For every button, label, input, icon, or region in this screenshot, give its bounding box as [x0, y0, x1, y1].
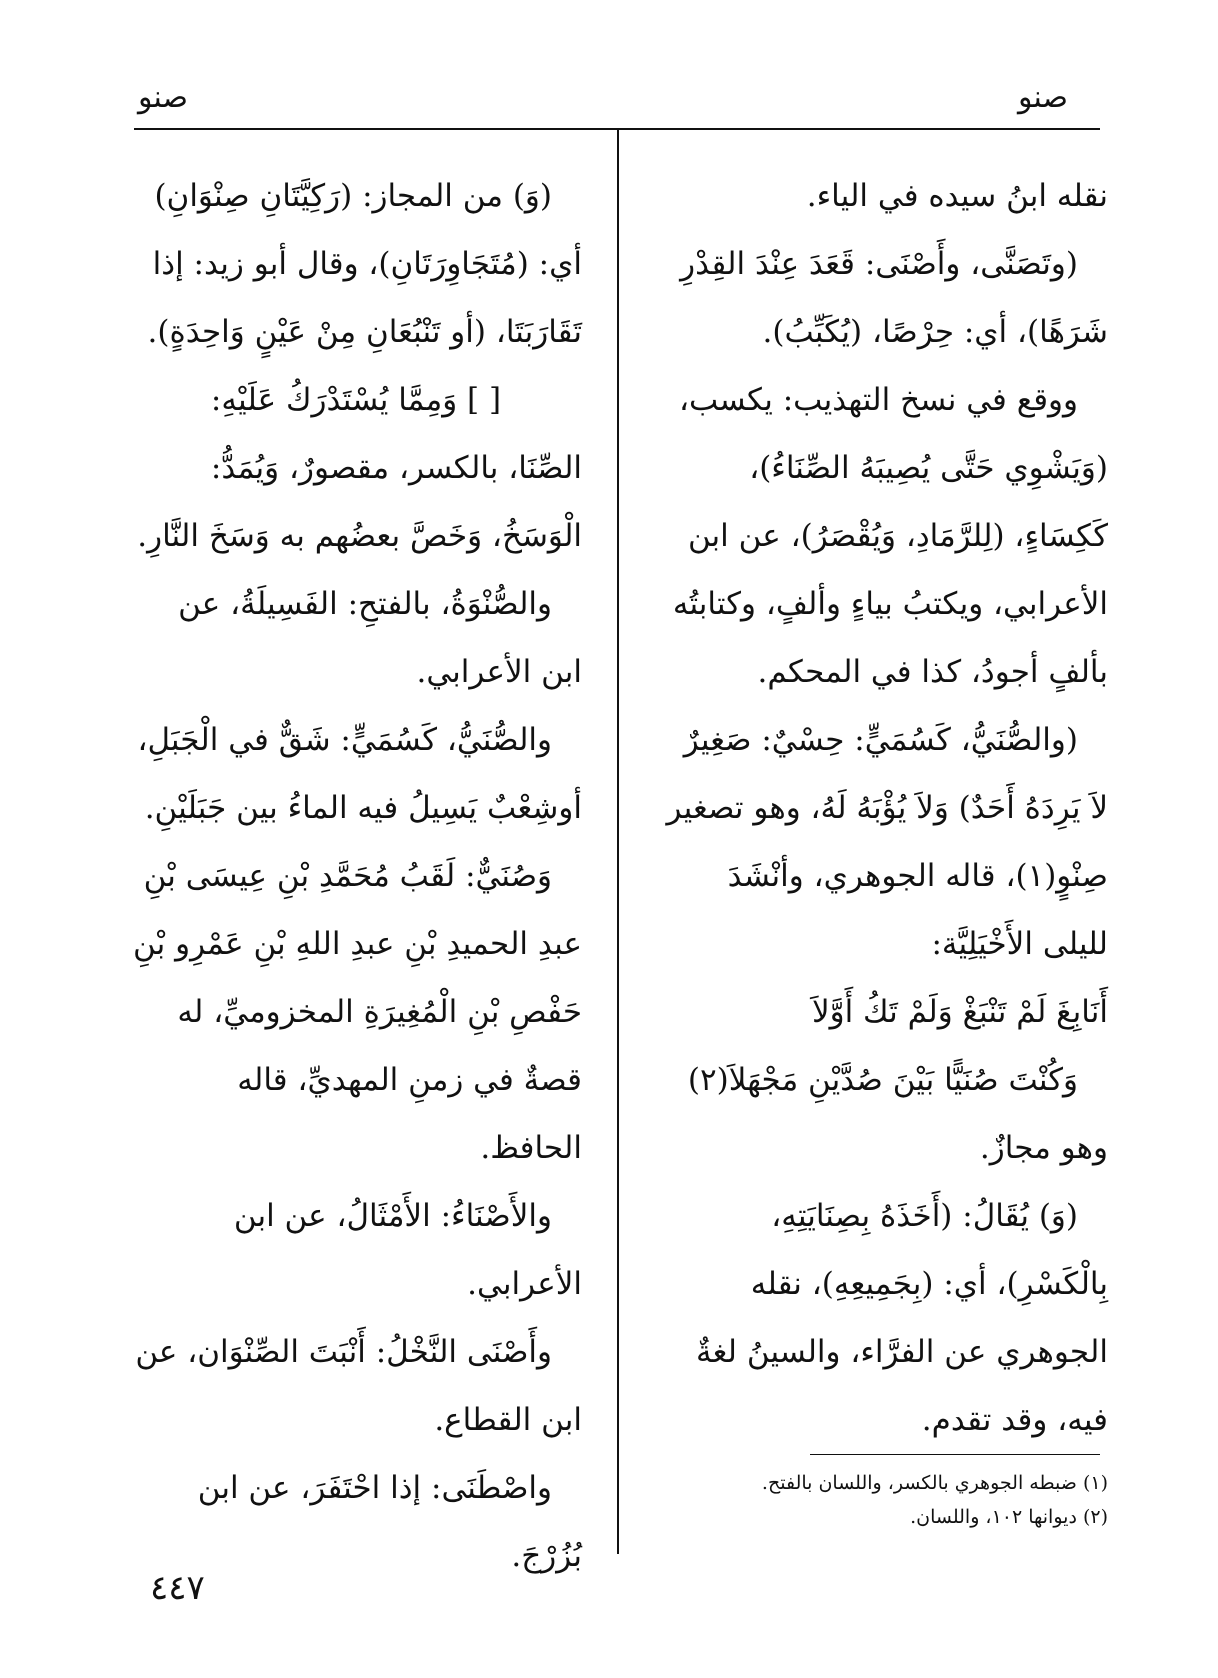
paragraph: (وتَصَنَّى، وأَصْنَى: قَعَدَ عِنْدَ القِدْرِ شَرَهًا)، أي: حِرْصًا، (يُكَبِّبُ). — [680, 246, 1108, 350]
paragraph: الصِّنَا، بالكسر، مقصورٌ، وَيُمَدُّ: الْوَسَخُ، وَخَصَّ بعضُهم به وَسَخَ النَّارِ. — [137, 450, 582, 554]
paragraph: نقله ابنُ سيده في الياء. — [806, 178, 1108, 214]
column-divider — [617, 130, 619, 1554]
footnote-2: (٢) ديوانها ١٠٢، واللسان. — [910, 1506, 1108, 1528]
paragraph: والصُّنَيُّ، كَسُمَيٍّ: شَقٌّ في الْجَبَلِ، أوشِعْبٌ يَسِيلُ فيه الماءُ بين جَبَلَيْنِ. — [137, 722, 582, 826]
footnote-rule — [810, 1454, 1100, 1455]
paragraph: (وَ) من المجاز: (رَكِيَّتَانِ صِنْوَانِ) أي: (مُتَجَاوِرَتَانِ)، وقال أبو زيد: إذا تَقَارَبَتَا، (أو تَنْبُعَانِ مِنْ عَيْنٍ وَاحِدَةٍ). — [147, 178, 582, 350]
paragraph: وَصُنَيٌّ: لَقَبُ مُحَمَّدِ بْنِ عِيسَى بْنِ عبدِ الحميدِ بْنِ عبدِ اللهِ بْنِ عَمْرِو بْنِ حَفْصِ بْنِ الْمُغِيرَةِ المخزوميِّ، له قصةٌ في زمنِ المهديِّ، قاله الحافظ. — [133, 858, 582, 1166]
page-number: ٤٤٧ — [150, 1568, 205, 1608]
paragraph: والأَصْنَاءُ: الأَمْثَالُ، عن ابن الأعرابي. — [233, 1198, 582, 1302]
paragraph: واصْطَنَى: إذا احْتَفَرَ، عن ابن بُزُرْجَ. — [197, 1470, 582, 1574]
paragraph: (وَ) يُقَالُ: (أَخَذَهُ بِصِنَايَتِهِ، بِالْكَسْرِ)، أي: (بِجَمِيعِهِ)، نقله الجوهري عن الفرَّاء، والسينُ لغةٌ فيه، وقد تقدم. — [695, 1198, 1108, 1438]
paragraph: والصُّنْوَةُ، بالفتحِ: الفَسِيلَةُ، عن ابن الأعرابي. — [178, 586, 582, 690]
verse-line-1: أَنَابِغَ لَمْ تَنْبَغْ وَلَمْ تَكُ أَوَّلاَ — [811, 994, 1108, 1030]
footnote-1: (١) ضبطه الجوهري بالكسر، واللسان بالفتح. — [761, 1472, 1108, 1494]
footnotes — [664, 1466, 1108, 1534]
paragraph: (والصُّنَيُّ، كَسُمَيٍّ: حِسْيٌ: صَغِيرٌ لاَ يَرِدَهُ أَحَدٌ) وَلاَ يُؤْبَهُ لَهُ، وهو تصغير صِنْوٍ(١)، قاله الجوهري، وأنْشَدَ لليلى الأَخْيَلِيَّة: — [666, 722, 1108, 962]
right-column — [664, 162, 1108, 1454]
paragraph: وهو مجازٌ. — [979, 1130, 1108, 1166]
addendum-heading: [ ] وَمِمَّا يُسْتَدْرَكُ عَلَيْهِ: — [210, 382, 502, 418]
verse-line-2: وَكُنْتَ صُنَيًّا بَيْنَ صُدَّيْنِ مَجْهَلاَ(٢) — [687, 1062, 1078, 1098]
running-head-right: صنو — [1017, 80, 1068, 115]
paragraph: وأَصْنَى النَّخْلُ: أَنْبَتَ الصِّنْوَان، عن ابن القطاع. — [135, 1334, 582, 1438]
running-head-left: صنو — [138, 80, 189, 115]
left-column — [130, 162, 582, 1590]
paragraph: ووقع في نسخ التهذيب: يكسب، (وَيَشْوِي حَتَّى يُصِيبَهُ الصِّنَاءُ)، كَكِسَاءٍ، (لِلرَّمَادِ، وَيُقْصَرُ)، عن ابن الأعرابي، ويكتبُ بياءٍ وألفٍ، وكتابتُه بألفٍ أجودُ، كذا في المحكم. — [672, 382, 1108, 690]
